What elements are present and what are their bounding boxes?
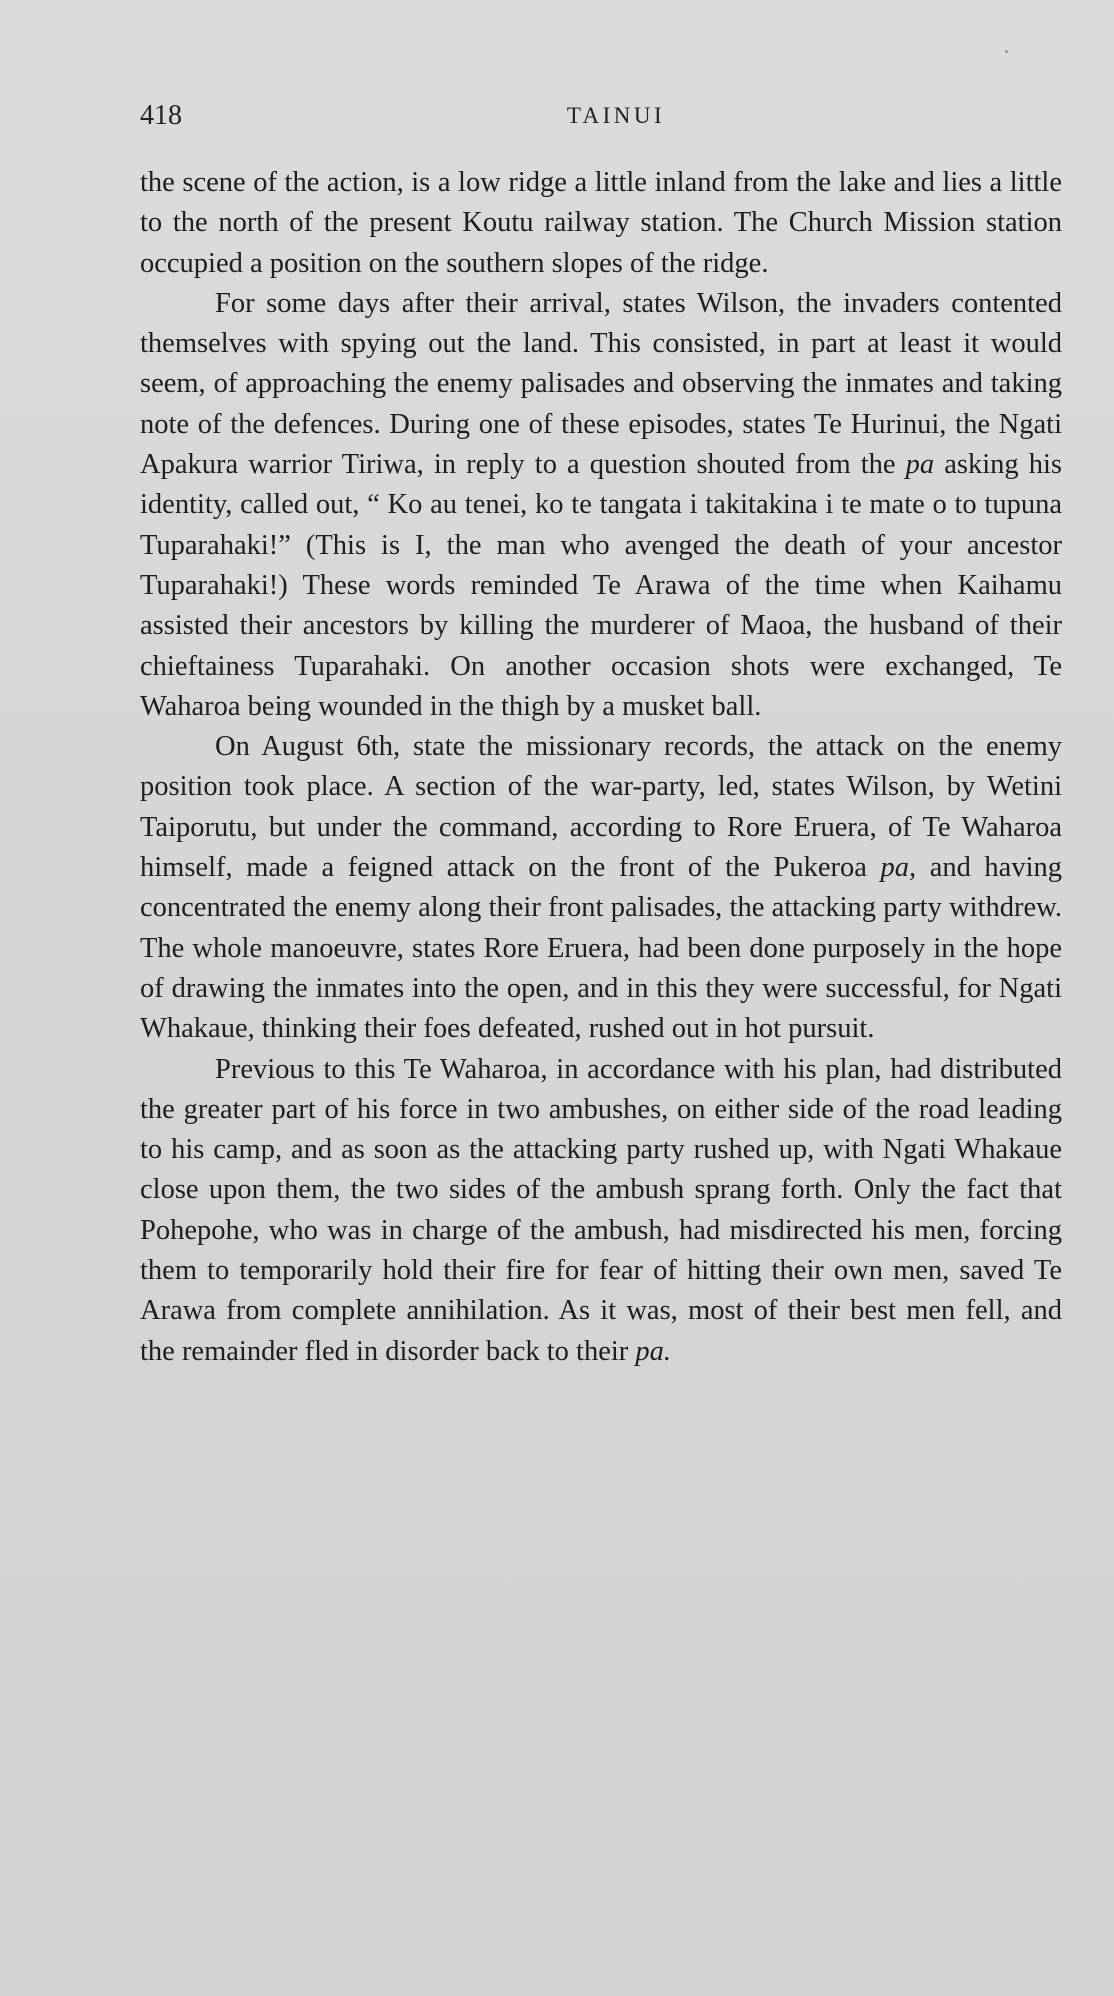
- paragraph: [140, 1050, 1062, 1372]
- paragraph-italic-text: pa: [905, 449, 935, 481]
- paragraph: [140, 284, 1062, 727]
- paragraph-text: On August 6th, state the missionary records, the attack on the enemy position took place. A section of the war-party, led, states Wilson, by Wetini Taiporutu, but under the command, according to Rore Eruera, of Te Waharoa himself, made a feigned attack on the front of the Pukeroa: [140, 731, 1062, 884]
- paragraph: [140, 727, 1062, 1049]
- paragraph-italic-text: pa.: [635, 1335, 672, 1367]
- page-number: 418: [140, 100, 182, 131]
- body-text: [140, 163, 1062, 1372]
- paragraph-text: and having concentrated the enemy along their front palisades, the attacking party withdrew. The whole manoeuvre, states Rore Eruera, had been done purposely in the hope of drawing the inmates into the open, and in this they were successful, for Ngati Whakaue, thinking their foes defeated, rushed out in hot pursuit.: [140, 852, 1062, 1045]
- paragraph-text: asking his identity, called out, “ Ko au tenei, ko te tangata i takitakina i te mate o to tupuna Tuparahaki!” (This is I, the man who avenged the death of your ancestor Tuparahaki!) These words reminded Te Arawa of the time when Kaihamu assisted their ancestors by killing the murderer of Maoa, the husband of their chieftainess Tuparahaki. On another occasion shots were exchanged, Te Waharoa being wounded in the thigh by a musket ball.: [140, 449, 1063, 722]
- paragraph-italic-text: pa,: [880, 852, 917, 884]
- paragraph-text: Previous to this Te Waharoa, in accordance with his plan, had distributed the greater part of his force in two ambushes, on either side of the road leading to his camp, and as soon as the attacking party rushed up, with Ngati Whakaue close upon them, the two sides of the ambush sprang forth. Only the fact that Pohepohe, who was in charge of the ambush, had misdirected his men, forcing them to temporarily hold their fire for fear of hitting their own men, saved Te Arawa from complete annihilation. As it was, most of their best men fell, and the remainder fled in disorder back to their: [140, 1053, 1062, 1367]
- paragraph-text: For some days after their arrival, states Wilson, the invaders contented themselves with spying out the land. This consisted, in part at least it would seem, of approaching the enemy palisades and observing the inmates and taking note of the defences. During one of these episodes, states Te Hurinui, the Ngati Apakura warrior Tiriwa, in reply to a question shouted from the: [140, 287, 1062, 481]
- paper-speck: [1005, 50, 1008, 53]
- paragraph-text: the scene of the action, is a low ridge a little inland from the lake and lies a little to the north of the present Koutu railway station. The Church Mission station occupied a position on the southern slopes of the ridge.: [140, 167, 1062, 279]
- running-head: TAINUI: [566, 103, 666, 128]
- page-header: [140, 96, 1062, 136]
- paragraph: [140, 163, 1062, 284]
